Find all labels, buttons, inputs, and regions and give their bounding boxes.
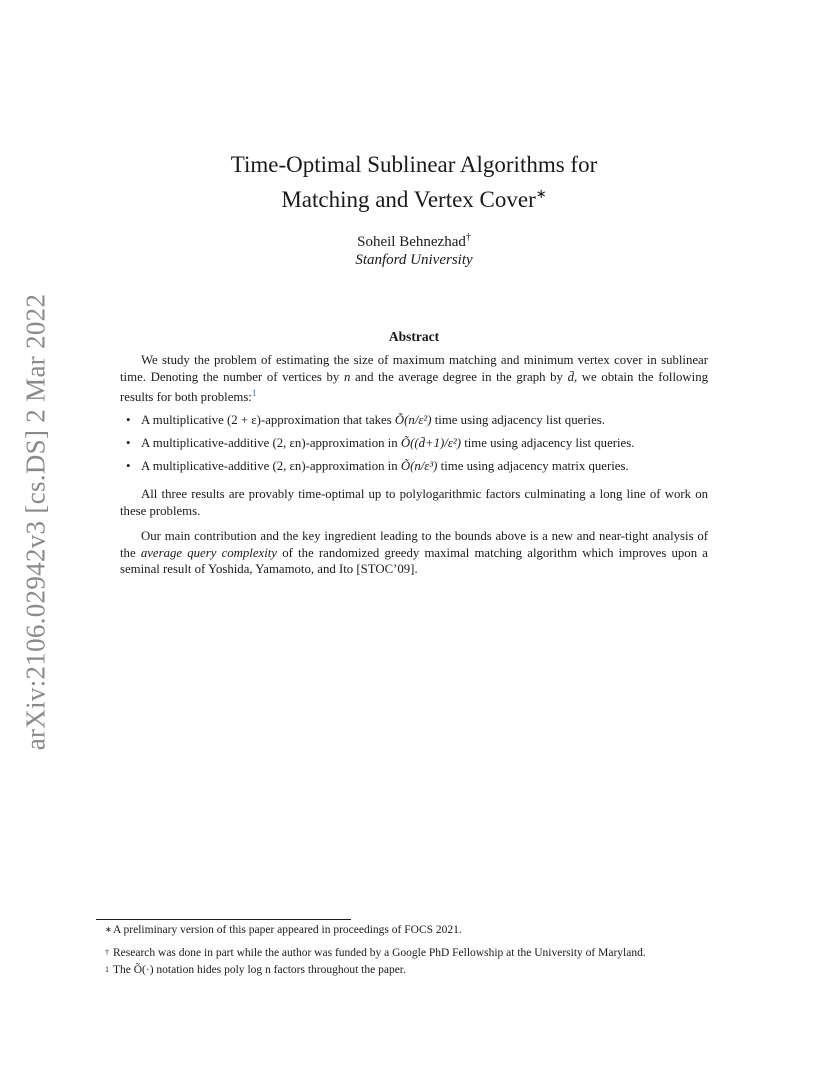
footnote-ref-link[interactable]: 1 [251,388,257,399]
bullet-icon: • [126,436,131,450]
author-affiliation: Stanford University [355,252,473,268]
abstract-heading: Abstract [388,329,440,344]
footnote-2: † Research was done in part while the author was funded by a Google PhD Fellowship at the University of Maryland. [105,947,646,959]
title-footnote-mark: ∗ [535,186,547,201]
abstract-paragraph-3: Our main contribution and the key ingredient leading to the bounds above is a new and near-tight analysis of the average query complexity of the randomized greedy maximal matching algorithm which improves upon a seminal result of Yoshida, Yamamoto, and Ito [STOC’09]. [120,529,708,577]
bullet-icon: • [126,413,131,427]
author-name: Soheil Behnezhad† [357,232,471,250]
list-item: • A multiplicative (2 + ε)-approximation that takes Õ(n/ε²) time using adjacency list queries. [126,413,605,427]
bullet-icon: • [126,459,131,473]
results-list [120,412,720,481]
footnote-1: ∗ A preliminary version of this paper appeared in proceedings of FOCS 2021. [105,924,462,936]
abstract-paragraph-2: All three results are provably time-optimal up to polylogarithmic factors culminating a long line of work on these problems. [120,487,708,518]
footnote-3: 1 The Õ(·) notation hides poly log n factors throughout the paper. [105,964,406,976]
title-line-2: Matching and Vertex Cover∗ [281,186,547,212]
arxiv-identifier: arXiv:2106.02942v3 [cs.DS] 2 Mar 2022 [20,293,51,751]
list-item: • A multiplicative-additive (2, εn)-approximation in Õ(n/ε³) time using adjacency matrix queries. [126,459,629,473]
author-footnote-mark: † [465,232,471,243]
abstract-paragraph-1: We study the problem of estimating the size of maximum matching and minimum vertex cover in sublinear time. Denoting the number of vertices by n and the average degree in the graph by d̄, we obtain the following results for both problems:$^1$ [120,353,708,405]
title-line-1: Time-Optimal Sublinear Algorithms for [230,152,598,177]
list-item: • A multiplicative-additive (2, εn)-approximation in Õ((d̄+1)/ε²) time using adjacency list queries. [126,436,635,450]
paper-title [0,150,828,214]
footnote-divider [96,919,351,920]
